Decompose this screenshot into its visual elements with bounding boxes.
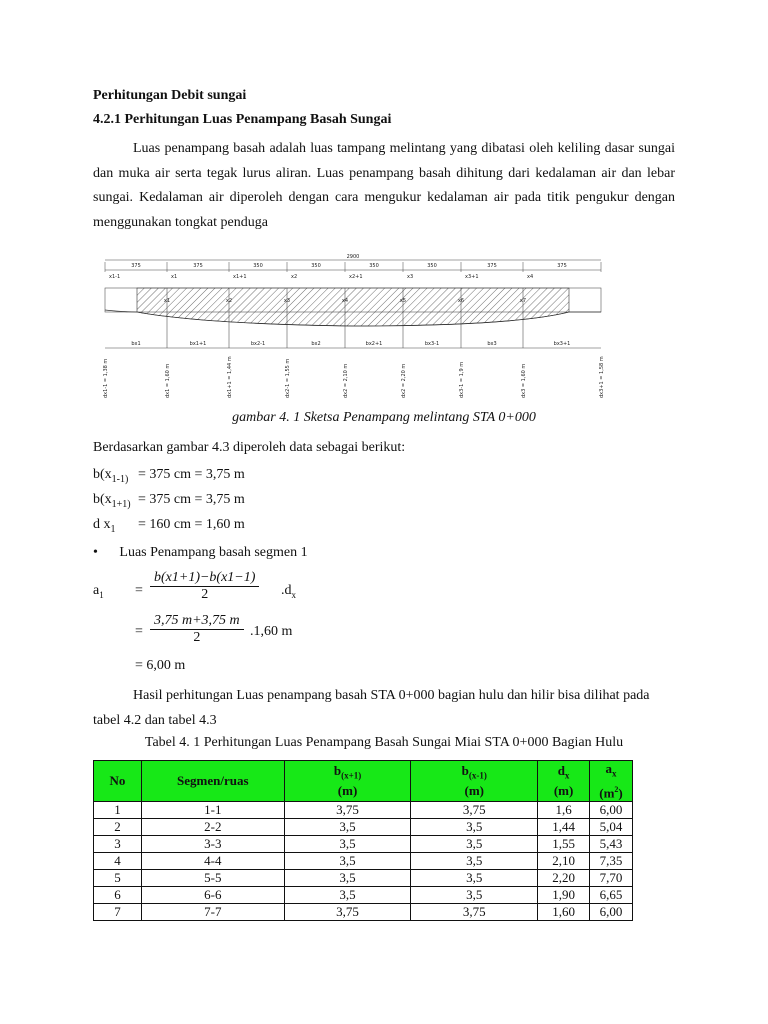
- station-label: x3: [407, 274, 414, 280]
- bottom-label: bx1+1: [189, 341, 207, 347]
- symbol-main: b(x: [93, 467, 112, 482]
- bullet-item: [93, 545, 308, 561]
- paragraph-result: Hasil perhitungan Luas penampang basah STA 0+000 bagian hulu dan hilir bisa dilihat pada tabel 4.2 dan tabel 4.3: [93, 688, 650, 728]
- table-cell: 3,5: [284, 835, 411, 852]
- header-no: No: [94, 761, 142, 802]
- formula-equals-1: =: [135, 583, 143, 598]
- segment-label: x4: [341, 298, 349, 304]
- table-row: [94, 801, 633, 818]
- span-label: 350: [427, 263, 437, 269]
- bottom-label: bx2-1: [250, 341, 266, 347]
- station-label: x2+1: [349, 274, 363, 280]
- formula-lhs-symbol: a: [93, 583, 100, 598]
- bottom-label: bx3: [487, 341, 497, 347]
- span-label: 375: [487, 263, 497, 269]
- table-cell: 4: [94, 852, 142, 869]
- table-cell: 6,00: [590, 903, 633, 920]
- table-cell: 3,5: [411, 818, 538, 835]
- bottom-label: bx2+1: [365, 341, 383, 347]
- table-cell: 5,43: [590, 835, 633, 852]
- table-cell: 4-4: [141, 852, 284, 869]
- header-b-minus: $b_{(x-1)}$ (m): [411, 761, 538, 802]
- subsection-title: 4.2.1 Perhitungan Luas Penampang Basah Sungai: [93, 112, 392, 127]
- span-label: 375: [131, 263, 141, 269]
- formula-lhs-sub: 1: [99, 589, 104, 600]
- depth-labels: [103, 356, 605, 398]
- fraction-denominator: 2: [201, 587, 209, 602]
- bullet-text: Luas Penampang basah segmen 1: [119, 545, 308, 560]
- table-cell: 1: [94, 801, 142, 818]
- factor-sub: x: [291, 589, 296, 600]
- segment-label: x1: [163, 298, 171, 304]
- table-cell: 7-7: [141, 903, 284, 920]
- span-label: 375: [193, 263, 203, 269]
- bottom-labels: [131, 341, 570, 347]
- section-title: Perhitungan Debit sungai: [93, 88, 247, 103]
- station-label: x1+1: [233, 274, 247, 280]
- table-cell: 3,5: [411, 886, 538, 903]
- table-cell: 2,10: [538, 852, 590, 869]
- segment-label: x2: [225, 298, 233, 304]
- depth-label: dx2-1 = 1,55 m: [285, 358, 291, 398]
- table-header-row: [94, 761, 633, 802]
- table-row: [94, 818, 633, 835]
- table-cell: 6: [94, 886, 142, 903]
- header-dx: $d_x$ (m): [538, 761, 590, 802]
- station-label: x2: [291, 274, 298, 280]
- segment-label: x5: [399, 298, 407, 304]
- depth-label: dx1 = 1,60 m: [165, 363, 171, 398]
- station-label: x4: [527, 274, 534, 280]
- header-ax: $a_x$ $(m^2)$: [590, 761, 633, 802]
- symbol-sub: 1+1): [111, 498, 131, 510]
- table-cell: 6-6: [141, 886, 284, 903]
- station-label: x1: [171, 274, 178, 280]
- total-width-label: 2900: [346, 254, 360, 260]
- depth-label: dx2 = 2,10 m: [343, 363, 349, 398]
- intro-line: Berdasarkan gambar 4.3 diperoleh data sebagai berikut:: [93, 440, 406, 455]
- depth-label: dx1+1 = 1,44 m: [227, 356, 233, 398]
- symbol-main: b(x: [93, 492, 112, 507]
- table-cell: 3: [94, 835, 142, 852]
- value: = 375 cm = 3,75 m: [138, 467, 245, 482]
- value: = 160 cm = 1,60 m: [138, 517, 245, 532]
- segment-label: x3: [283, 298, 291, 304]
- table-cell: 3,5: [411, 869, 538, 886]
- formula-equals-2: =: [135, 624, 143, 639]
- symbol-sub: 1-1): [111, 473, 129, 485]
- results-table: [93, 760, 633, 921]
- depth-label: dx3 = 1,60 m: [521, 363, 527, 398]
- bottom-label: bx3+1: [553, 341, 571, 347]
- header-segmen: Segmen/ruas: [141, 761, 284, 802]
- fraction-denominator: 2: [193, 630, 201, 645]
- bottom-label: bx3-1: [424, 341, 440, 347]
- table-cell: 2: [94, 818, 142, 835]
- table-row: [94, 835, 633, 852]
- depth-label: dx1-1 = 1,38 m: [103, 358, 109, 398]
- symbol-main: d x: [93, 517, 111, 532]
- table-cell: 1,60: [538, 903, 590, 920]
- table-cell: 3,75: [411, 903, 538, 920]
- station-label: x1-1: [109, 274, 121, 280]
- table-body: [94, 801, 633, 920]
- span-label: 350: [311, 263, 321, 269]
- table-cell: 1,6: [538, 801, 590, 818]
- table-caption: Tabel 4. 1 Perhitungan Luas Penampang Basah Sungai Miai STA 0+000 Bagian Hulu: [144, 735, 624, 750]
- wetted-area: [137, 288, 569, 326]
- table-row: [94, 903, 633, 920]
- table-row: [94, 869, 633, 886]
- table-cell: 3,75: [411, 801, 538, 818]
- table-cell: 1-1: [141, 801, 284, 818]
- formula-fraction-1: [150, 570, 259, 603]
- table-cell: 3,5: [284, 818, 411, 835]
- formula-factor: [281, 583, 296, 600]
- table-cell: 7,35: [590, 852, 633, 869]
- span-labels: [105, 262, 601, 272]
- table-cell: 2,20: [538, 869, 590, 886]
- table-cell: 7,70: [590, 869, 633, 886]
- depth-label: dx2 = 2,20 m: [401, 363, 407, 398]
- cross-section-sketch: [93, 240, 613, 402]
- formula-lhs: [93, 583, 104, 600]
- table-cell: 1,44: [538, 818, 590, 835]
- table-cell: 3,5: [284, 852, 411, 869]
- data-line-dx: [93, 517, 393, 537]
- bottom-label: bx1: [131, 341, 141, 347]
- table-row: [94, 852, 633, 869]
- fraction-numerator: 3,75 m+3,75 m: [150, 613, 244, 630]
- station-labels: [109, 274, 533, 280]
- table-cell: 6,65: [590, 886, 633, 903]
- bullet-dot: •: [93, 545, 98, 560]
- table-cell: 1,90: [538, 886, 590, 903]
- segment-label: x6: [457, 298, 465, 304]
- factor-symbol: .d: [281, 583, 292, 598]
- table-cell: 3,5: [284, 886, 411, 903]
- fraction-numerator: b(x1+1)−b(x1−1): [150, 570, 259, 587]
- formula-result: = 6,00 m: [135, 658, 186, 673]
- table-cell: 3,5: [411, 835, 538, 852]
- symbol-sub: 1: [110, 523, 116, 535]
- bottom-label: bx2: [311, 341, 321, 347]
- table-cell: 3,5: [411, 852, 538, 869]
- table-cell: 6,00: [590, 801, 633, 818]
- depth-label: dx3+1 = 1,58 m: [599, 356, 605, 398]
- figure-caption: gambar 4. 1 Sketsa Penampang melintang STA 0+000: [232, 410, 536, 425]
- station-label: x3+1: [465, 274, 479, 280]
- data-line-b-plus: [93, 492, 393, 512]
- table-cell: 3,5: [284, 869, 411, 886]
- formula-fraction-2: [150, 613, 244, 646]
- paragraph-intro: Luas penampang basah adalah luas tampang melintang yang dibatasi oleh keliling dasar sungai dan muka air serta tegak lurus aliran. Luas penampang basah dihitung dari kedalaman air dan lebar sungai. Kedalaman air diperoleh dengan cara mengukur kedalaman air pada titik pengukur dengan menggunakan tongkat penduga: [93, 141, 675, 230]
- segment-label: x7: [519, 298, 527, 304]
- formula-step2-factor: .1,60 m: [250, 624, 293, 639]
- cross-section-figure: [93, 240, 613, 402]
- table-cell: 5: [94, 869, 142, 886]
- header-b-plus: $b_{(x+1)}$ (m): [284, 761, 411, 802]
- span-label: 375: [557, 263, 567, 269]
- table-row: [94, 886, 633, 903]
- span-label: 350: [253, 263, 263, 269]
- data-line-b-minus: [93, 467, 393, 487]
- table-cell: 2-2: [141, 818, 284, 835]
- value: = 375 cm = 3,75 m: [138, 492, 245, 507]
- table-cell: 5,04: [590, 818, 633, 835]
- table-cell: 7: [94, 903, 142, 920]
- table-cell: 1,55: [538, 835, 590, 852]
- table-cell: 3-3: [141, 835, 284, 852]
- table-cell: 3,75: [284, 801, 411, 818]
- table-cell: 5-5: [141, 869, 284, 886]
- span-label: 350: [369, 263, 379, 269]
- depth-label: dx3-1 = 1,9 m: [459, 361, 465, 398]
- table-cell: 3,75: [284, 903, 411, 920]
